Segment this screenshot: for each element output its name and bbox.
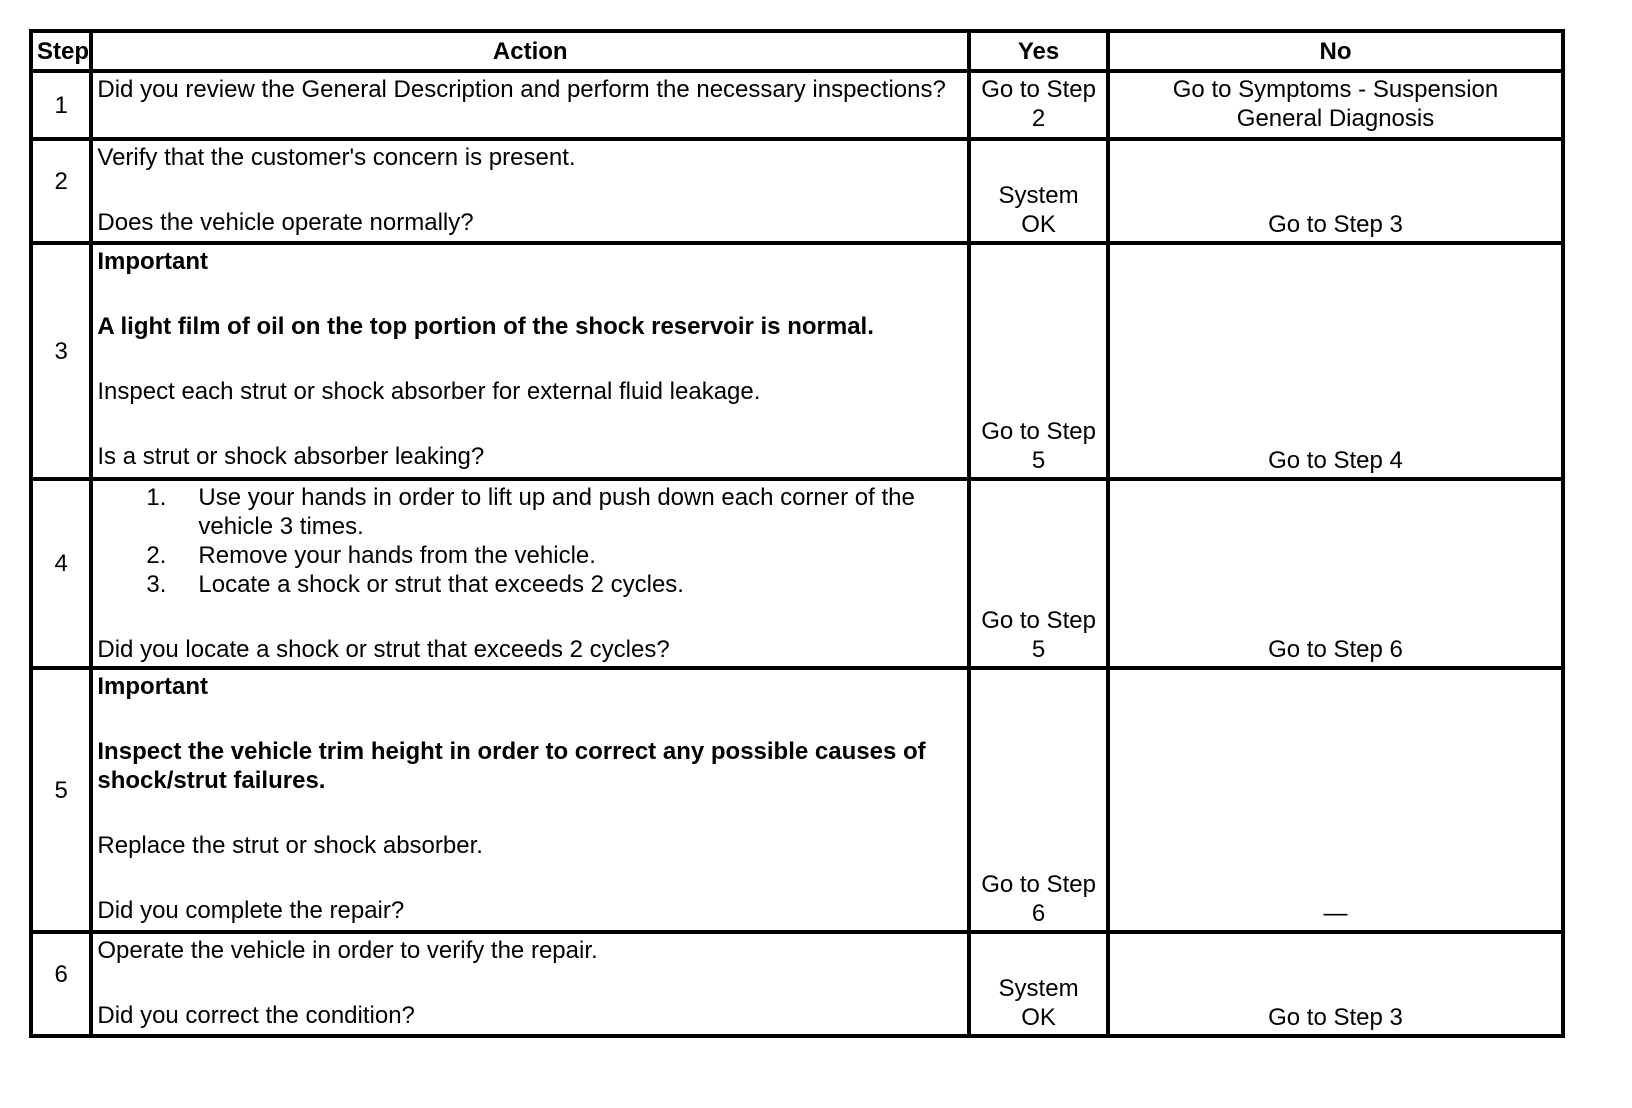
no-text-line1: Go to Step 3: [1268, 211, 1403, 238]
action-cell: [91, 668, 969, 932]
yes-text-line2: 5: [1031, 447, 1046, 474]
yes-cell: [969, 668, 1108, 932]
no-cell: [1108, 243, 1563, 479]
yes-cell: [969, 932, 1108, 1036]
action-cell: [91, 932, 969, 1036]
yes-text-line2: OK: [1021, 1004, 1056, 1031]
important-label: Important: [97, 673, 209, 700]
table-row: [31, 668, 1563, 932]
header-row: [31, 31, 1563, 71]
no-text-line1: —: [1323, 900, 1348, 927]
diagnostic-table: [29, 29, 1565, 1038]
yes-text-line1: Go to Step: [981, 607, 1096, 634]
list-item: [97, 483, 963, 541]
step-number: 2: [31, 139, 91, 243]
action-question: Is a strut or shock absorber leaking?: [97, 443, 485, 470]
table-row: [31, 71, 1563, 139]
list-item-text: Use your hands in order to lift up and push down each corner of the vehicle 3 times.: [198, 484, 915, 540]
action-text: Operate the vehicle in order to verify the repair.: [97, 937, 598, 964]
yes-text-line1: System: [998, 975, 1079, 1002]
list-item-text: Locate a shock or strut that exceeds 2 cycles.: [198, 571, 684, 598]
action-question: Did you correct the condition?: [97, 1002, 415, 1029]
header-action: Action: [91, 31, 969, 71]
yes-text-line2: 2: [1031, 105, 1046, 132]
action-text: Did you review the General Description and perform the necessary inspections?: [97, 76, 946, 103]
no-text-line1: Go to Symptoms - Suspension: [1172, 76, 1499, 103]
yes-text-line2: OK: [1021, 211, 1056, 238]
no-cell: [1108, 668, 1563, 932]
step-number: 1: [31, 71, 91, 139]
important-label: Important: [97, 248, 209, 275]
no-text-line2: General Diagnosis: [1236, 105, 1435, 132]
yes-text-line1: Go to Step: [981, 76, 1096, 103]
action-cell: [91, 139, 969, 243]
table-row: [31, 932, 1563, 1036]
table-row: [31, 243, 1563, 479]
important-text: Inspect the vehicle trim height in order to correct any possible causes of shock/strut failures.: [97, 738, 926, 794]
action-question: Does the vehicle operate normally?: [97, 209, 474, 236]
important-text: A light film of oil on the top portion of the shock reservoir is normal.: [97, 313, 874, 340]
list-item-number: 3.: [146, 571, 167, 598]
step-number: 4: [31, 479, 91, 668]
list-item-text: Remove your hands from the vehicle.: [198, 542, 596, 569]
action-question: Did you complete the repair?: [97, 897, 405, 924]
yes-cell: [969, 139, 1108, 243]
yes-cell: [969, 71, 1108, 139]
step-number: 6: [31, 932, 91, 1036]
step-number: 3: [31, 243, 91, 479]
no-text-line1: Go to Step 3: [1268, 1004, 1403, 1031]
list-item: [97, 541, 963, 570]
action-cell: [91, 243, 969, 479]
yes-text-line2: 6: [1031, 900, 1046, 927]
table-row: [31, 479, 1563, 668]
no-cell: [1108, 479, 1563, 668]
no-text-line1: Go to Step 6: [1268, 636, 1403, 663]
yes-text-line1: Go to Step: [981, 871, 1096, 898]
no-cell: [1108, 932, 1563, 1036]
table-row: [31, 139, 1563, 243]
list-item-number: 2.: [146, 542, 167, 569]
action-question: Did you locate a shock or strut that exceeds 2 cycles?: [97, 636, 670, 663]
no-text-line1: Go to Step 4: [1268, 447, 1403, 474]
header-step: Step: [31, 31, 91, 71]
action-cell: [91, 479, 969, 668]
list-item: [97, 570, 963, 599]
header-yes: Yes: [969, 31, 1108, 71]
action-cell: [91, 71, 969, 139]
yes-cell: [969, 243, 1108, 479]
no-cell: [1108, 71, 1563, 139]
yes-text-line1: System: [998, 182, 1079, 209]
procedure-list: [97, 483, 963, 599]
yes-cell: [969, 479, 1108, 668]
list-item-number: 1.: [146, 484, 167, 511]
yes-text-line2: 5: [1031, 636, 1046, 663]
action-text: Replace the strut or shock absorber.: [97, 832, 483, 859]
step-number: 5: [31, 668, 91, 932]
yes-text-line1: Go to Step: [981, 418, 1096, 445]
action-text: Inspect each strut or shock absorber for external fluid leakage.: [97, 378, 761, 405]
action-text: Verify that the customer's concern is present.: [97, 144, 576, 171]
no-cell: [1108, 139, 1563, 243]
header-no: No: [1108, 31, 1563, 71]
